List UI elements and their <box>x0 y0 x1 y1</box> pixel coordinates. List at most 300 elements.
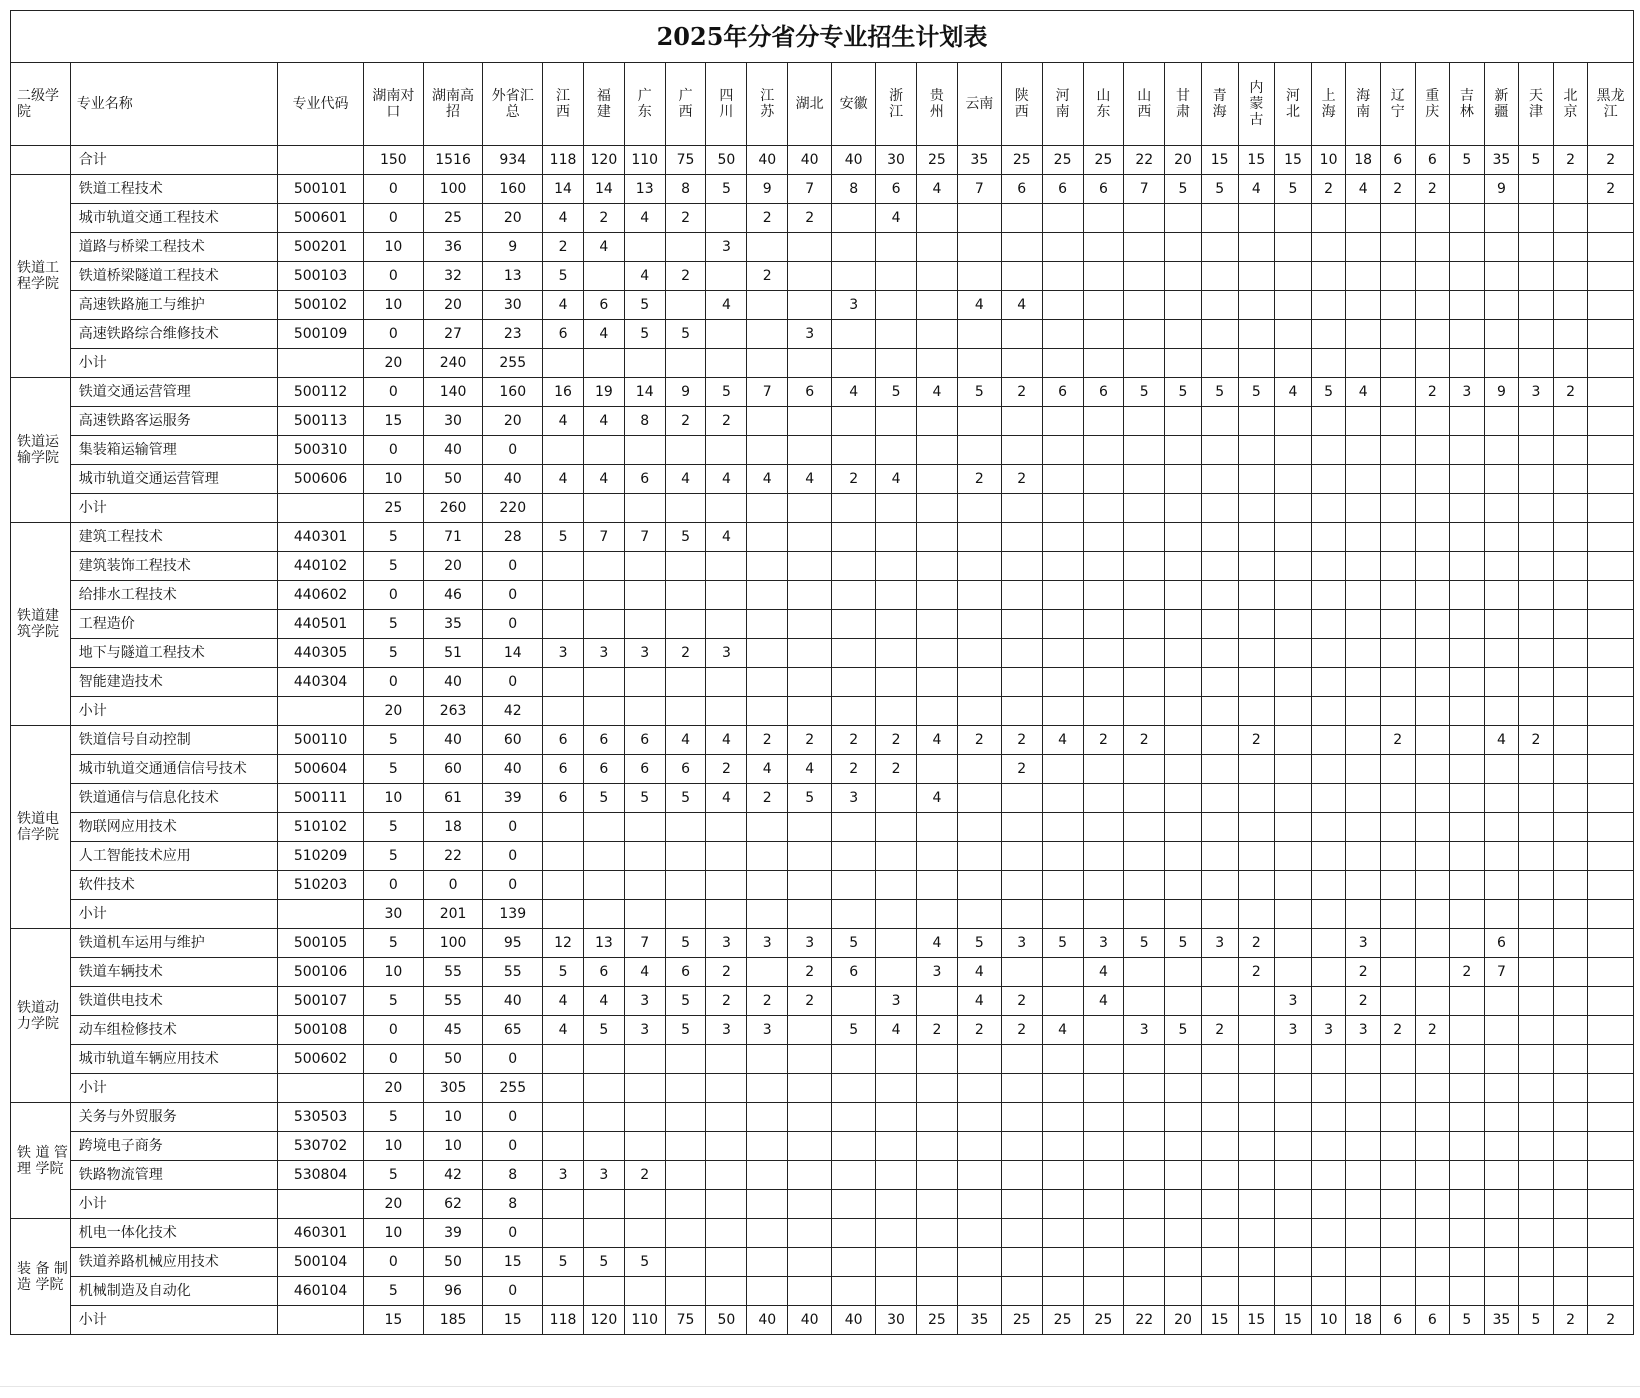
table-row <box>11 842 1634 871</box>
province-value <box>832 320 876 349</box>
province-value <box>1346 494 1381 523</box>
province-value <box>706 610 747 639</box>
province-value <box>1588 871 1634 900</box>
province-value: 4 <box>916 175 957 204</box>
province-value <box>1484 233 1519 262</box>
major-code: 500109 <box>278 320 364 349</box>
province-value <box>957 320 1001 349</box>
province-value: 4 <box>665 465 706 494</box>
province-value <box>665 494 706 523</box>
province-value <box>957 1190 1001 1219</box>
province-value <box>1124 784 1165 813</box>
province-value <box>1415 1277 1450 1306</box>
province-value <box>543 1277 584 1306</box>
province-value <box>1553 494 1588 523</box>
province-value: 2 <box>706 407 747 436</box>
province-value <box>1124 581 1165 610</box>
hunan-gaozhao-value: 62 <box>423 1190 483 1219</box>
hunan-duikou-value: 0 <box>364 320 424 349</box>
outside-total-value: 15 <box>483 1248 543 1277</box>
province-value <box>1588 204 1634 233</box>
province-value <box>1042 610 1083 639</box>
province-value <box>1124 552 1165 581</box>
province-value: 2 <box>583 204 624 233</box>
major-code: 530702 <box>278 1132 364 1161</box>
province-value <box>1450 1219 1485 1248</box>
province-value <box>1484 697 1519 726</box>
province-value <box>832 204 876 233</box>
province-value <box>1311 1074 1346 1103</box>
province-value: 118 <box>543 146 584 175</box>
province-value <box>957 1045 1001 1074</box>
province-value <box>543 436 584 465</box>
province-value: 6 <box>788 378 832 407</box>
province-value <box>1083 784 1124 813</box>
province-value: 5 <box>1201 175 1238 204</box>
province-value: 3 <box>832 291 876 320</box>
province-value <box>1124 1045 1165 1074</box>
outside-total-value: 39 <box>483 784 543 813</box>
province-value: 2 <box>1001 378 1042 407</box>
province-value: 6 <box>1380 146 1415 175</box>
header-college: 二级学院 <box>11 63 71 146</box>
province-value <box>1238 987 1275 1016</box>
table-row <box>11 1248 1634 1277</box>
province-value <box>1124 1277 1165 1306</box>
province-value <box>1311 900 1346 929</box>
major-code: 500310 <box>278 436 364 465</box>
province-value: 6 <box>1001 175 1042 204</box>
province-value <box>1311 610 1346 639</box>
major-code: 440305 <box>278 639 364 668</box>
province-value <box>1450 204 1485 233</box>
province-value: 2 <box>1380 726 1415 755</box>
province-value <box>747 668 788 697</box>
header-province: 山东 <box>1083 63 1124 146</box>
table-row <box>11 146 1634 175</box>
province-value <box>665 552 706 581</box>
province-value <box>1083 291 1124 320</box>
province-value: 2 <box>1553 146 1588 175</box>
province-value <box>832 639 876 668</box>
province-value <box>1380 871 1415 900</box>
province-value <box>957 1277 1001 1306</box>
province-value <box>1588 1045 1634 1074</box>
province-value <box>1042 668 1083 697</box>
province-value: 5 <box>665 1016 706 1045</box>
province-value <box>747 581 788 610</box>
major-name: 人工智能技术应用 <box>70 842 277 871</box>
province-value <box>1380 929 1415 958</box>
header-province: 广东 <box>624 63 665 146</box>
province-value: 4 <box>543 465 584 494</box>
province-value: 3 <box>706 929 747 958</box>
province-value <box>1484 1016 1519 1045</box>
province-value <box>1042 755 1083 784</box>
hunan-duikou-value: 10 <box>364 1132 424 1161</box>
province-value <box>1311 1103 1346 1132</box>
province-value: 3 <box>583 1161 624 1190</box>
province-value <box>1201 726 1238 755</box>
province-value: 4 <box>583 407 624 436</box>
province-value <box>1165 842 1202 871</box>
province-value <box>1415 1190 1450 1219</box>
province-value <box>1275 523 1312 552</box>
province-value <box>1553 465 1588 494</box>
province-value <box>1450 349 1485 378</box>
province-value <box>1165 291 1202 320</box>
outside-total-value: 28 <box>483 523 543 552</box>
province-value <box>1083 523 1124 552</box>
province-value <box>1124 871 1165 900</box>
province-value <box>1042 349 1083 378</box>
province-value: 4 <box>957 987 1001 1016</box>
province-value <box>1519 1103 1554 1132</box>
province-value <box>1346 436 1381 465</box>
province-value <box>1415 494 1450 523</box>
hunan-duikou-value: 5 <box>364 523 424 552</box>
province-value: 2 <box>1380 1016 1415 1045</box>
province-value <box>1380 204 1415 233</box>
province-value <box>706 1161 747 1190</box>
header-province: 上海 <box>1311 63 1346 146</box>
province-value <box>706 1045 747 1074</box>
province-value: 4 <box>1484 726 1519 755</box>
province-value <box>1201 987 1238 1016</box>
province-value <box>1519 871 1554 900</box>
province-value <box>957 436 1001 465</box>
province-value <box>957 900 1001 929</box>
province-value <box>665 1190 706 1219</box>
province-value <box>916 436 957 465</box>
province-value <box>1450 639 1485 668</box>
header-province: 甘肃 <box>1165 63 1202 146</box>
province-value: 14 <box>583 175 624 204</box>
province-value <box>916 407 957 436</box>
province-value <box>1588 320 1634 349</box>
province-value <box>1001 1132 1042 1161</box>
province-value <box>1553 1016 1588 1045</box>
province-value <box>1588 929 1634 958</box>
province-value: 5 <box>665 523 706 552</box>
province-value: 4 <box>543 291 584 320</box>
province-value <box>876 784 917 813</box>
province-value: 7 <box>1484 958 1519 987</box>
major-name: 智能建造技术 <box>70 668 277 697</box>
province-value: 35 <box>1484 146 1519 175</box>
province-value <box>916 1074 957 1103</box>
province-value <box>1124 436 1165 465</box>
province-value <box>1484 1219 1519 1248</box>
province-value: 4 <box>1275 378 1312 407</box>
province-value <box>1380 958 1415 987</box>
province-value <box>1201 233 1238 262</box>
major-code <box>278 349 364 378</box>
province-value <box>1238 813 1275 842</box>
province-value <box>1588 378 1634 407</box>
header-province: 湖北 <box>788 63 832 146</box>
province-value: 20 <box>1165 146 1202 175</box>
province-value <box>1311 1219 1346 1248</box>
province-value <box>1042 697 1083 726</box>
province-value: 3 <box>706 1016 747 1045</box>
header-province: 江西 <box>543 63 584 146</box>
province-value: 2 <box>1415 378 1450 407</box>
province-value <box>1311 697 1346 726</box>
province-value <box>1450 233 1485 262</box>
province-value: 2 <box>1001 465 1042 494</box>
province-value <box>1415 436 1450 465</box>
hunan-gaozhao-value: 140 <box>423 378 483 407</box>
province-value <box>1519 900 1554 929</box>
province-value <box>1275 1161 1312 1190</box>
province-value <box>1165 1190 1202 1219</box>
province-value <box>1553 523 1588 552</box>
province-value: 3 <box>624 1016 665 1045</box>
province-value <box>832 1045 876 1074</box>
province-value <box>1201 958 1238 987</box>
province-value: 8 <box>665 175 706 204</box>
province-value <box>1083 668 1124 697</box>
province-value: 2 <box>665 639 706 668</box>
province-value <box>1083 1248 1124 1277</box>
province-value: 4 <box>624 262 665 291</box>
province-value <box>876 929 917 958</box>
province-value <box>1083 1103 1124 1132</box>
province-value: 15 <box>1275 146 1312 175</box>
province-value <box>916 1045 957 1074</box>
province-value <box>1415 987 1450 1016</box>
province-value <box>1346 755 1381 784</box>
province-value <box>624 349 665 378</box>
province-value <box>1238 523 1275 552</box>
major-code: 510203 <box>278 871 364 900</box>
province-value <box>706 1074 747 1103</box>
province-value <box>1083 871 1124 900</box>
province-value: 6 <box>543 726 584 755</box>
outside-total-value: 55 <box>483 958 543 987</box>
province-value <box>916 1103 957 1132</box>
province-value <box>1275 958 1312 987</box>
province-value <box>788 1161 832 1190</box>
major-name: 机械制造及自动化 <box>70 1277 277 1306</box>
major-code: 530503 <box>278 1103 364 1132</box>
province-value: 2 <box>1588 1306 1634 1335</box>
province-value <box>876 842 917 871</box>
province-value: 4 <box>747 755 788 784</box>
province-value <box>788 552 832 581</box>
province-value <box>1042 1277 1083 1306</box>
province-value: 25 <box>1083 1306 1124 1335</box>
major-code: 530804 <box>278 1161 364 1190</box>
major-code <box>278 900 364 929</box>
province-value <box>1415 1132 1450 1161</box>
province-value <box>1553 813 1588 842</box>
table-row <box>11 349 1634 378</box>
major-name: 合计 <box>70 146 277 175</box>
province-value: 5 <box>1201 378 1238 407</box>
province-value <box>1201 697 1238 726</box>
province-value <box>832 610 876 639</box>
province-value <box>1275 465 1312 494</box>
province-value <box>832 581 876 610</box>
province-value <box>665 1161 706 1190</box>
province-value: 3 <box>1083 929 1124 958</box>
outside-total-value: 255 <box>483 349 543 378</box>
province-value <box>747 494 788 523</box>
province-value: 5 <box>1311 378 1346 407</box>
province-value <box>1042 1132 1083 1161</box>
province-value: 5 <box>1165 929 1202 958</box>
province-value: 5 <box>583 784 624 813</box>
province-value <box>1275 610 1312 639</box>
province-value: 3 <box>916 958 957 987</box>
province-value <box>1275 204 1312 233</box>
province-value <box>1311 233 1346 262</box>
outside-total-value: 0 <box>483 436 543 465</box>
province-value <box>1380 233 1415 262</box>
province-value <box>583 1219 624 1248</box>
province-value <box>1553 639 1588 668</box>
province-value <box>1165 349 1202 378</box>
province-value <box>1124 1074 1165 1103</box>
province-value <box>957 262 1001 291</box>
province-value <box>1415 1074 1450 1103</box>
province-value <box>832 813 876 842</box>
college-name: 装 备 制 造 学院 <box>11 1219 71 1335</box>
table-row <box>11 958 1634 987</box>
province-value <box>1083 1161 1124 1190</box>
province-value <box>1553 958 1588 987</box>
province-value <box>1001 1219 1042 1248</box>
province-value: 4 <box>1042 1016 1083 1045</box>
province-value <box>1124 958 1165 987</box>
province-value: 3 <box>1450 378 1485 407</box>
province-value <box>1484 349 1519 378</box>
province-value <box>1484 1103 1519 1132</box>
province-value <box>1275 726 1312 755</box>
province-value <box>1588 987 1634 1016</box>
province-value <box>916 523 957 552</box>
province-value <box>1553 871 1588 900</box>
major-name: 给排水工程技术 <box>70 581 277 610</box>
hunan-gaozhao-value: 46 <box>423 581 483 610</box>
province-value <box>1346 784 1381 813</box>
province-value <box>747 407 788 436</box>
province-value <box>916 755 957 784</box>
province-value <box>1165 958 1202 987</box>
province-value <box>1484 1248 1519 1277</box>
province-value <box>1001 1190 1042 1219</box>
college-name: 铁道工程学院 <box>11 175 71 378</box>
table-row <box>11 1045 1634 1074</box>
province-value <box>1165 233 1202 262</box>
province-value <box>1083 349 1124 378</box>
province-value <box>1238 494 1275 523</box>
province-value <box>1450 175 1485 204</box>
major-name: 铁道交通运营管理 <box>70 378 277 407</box>
province-value <box>1311 1248 1346 1277</box>
province-value <box>1588 233 1634 262</box>
province-value <box>1275 407 1312 436</box>
province-value <box>665 900 706 929</box>
province-value <box>1380 900 1415 929</box>
province-value: 4 <box>1346 378 1381 407</box>
province-value <box>1415 349 1450 378</box>
province-value <box>1238 233 1275 262</box>
province-value <box>1484 552 1519 581</box>
province-value: 7 <box>957 175 1001 204</box>
province-value <box>1165 465 1202 494</box>
province-value: 6 <box>665 755 706 784</box>
province-value <box>916 871 957 900</box>
province-value: 5 <box>1165 378 1202 407</box>
province-value: 5 <box>832 1016 876 1045</box>
province-value <box>1311 929 1346 958</box>
province-value <box>788 523 832 552</box>
province-value <box>1001 958 1042 987</box>
province-value: 4 <box>1083 987 1124 1016</box>
outside-total-value: 9 <box>483 233 543 262</box>
province-value <box>1588 552 1634 581</box>
province-value <box>1311 523 1346 552</box>
header-province: 辽宁 <box>1380 63 1415 146</box>
outside-total-value: 0 <box>483 871 543 900</box>
province-value <box>1415 610 1450 639</box>
major-code: 510102 <box>278 813 364 842</box>
province-value: 7 <box>788 175 832 204</box>
outside-total-value: 934 <box>483 146 543 175</box>
province-value <box>1124 1190 1165 1219</box>
province-value <box>706 1219 747 1248</box>
province-value <box>1001 668 1042 697</box>
major-name: 铁道供电技术 <box>70 987 277 1016</box>
province-value <box>706 320 747 349</box>
province-value <box>1415 262 1450 291</box>
province-value <box>1275 1045 1312 1074</box>
province-value: 2 <box>747 987 788 1016</box>
hunan-duikou-value: 0 <box>364 436 424 465</box>
province-value <box>1450 1190 1485 1219</box>
province-value: 2 <box>788 987 832 1016</box>
province-value <box>1165 1248 1202 1277</box>
outside-total-value: 20 <box>483 204 543 233</box>
hunan-gaozhao-value: 36 <box>423 233 483 262</box>
province-value <box>876 1161 917 1190</box>
province-value <box>1042 958 1083 987</box>
province-value <box>832 697 876 726</box>
province-value: 4 <box>583 233 624 262</box>
province-value <box>1083 465 1124 494</box>
province-value <box>1484 813 1519 842</box>
province-value <box>1415 233 1450 262</box>
province-value <box>1275 262 1312 291</box>
province-value: 3 <box>583 639 624 668</box>
province-value: 40 <box>788 146 832 175</box>
province-value <box>1201 349 1238 378</box>
province-value: 2 <box>706 987 747 1016</box>
province-value: 2 <box>788 204 832 233</box>
province-value: 12 <box>543 929 584 958</box>
province-value: 4 <box>543 407 584 436</box>
province-value: 5 <box>1238 378 1275 407</box>
province-value <box>1042 784 1083 813</box>
province-value: 4 <box>876 1016 917 1045</box>
header-province: 吉林 <box>1450 63 1485 146</box>
hunan-duikou-value: 10 <box>364 958 424 987</box>
province-value <box>665 1132 706 1161</box>
major-code: 500106 <box>278 958 364 987</box>
